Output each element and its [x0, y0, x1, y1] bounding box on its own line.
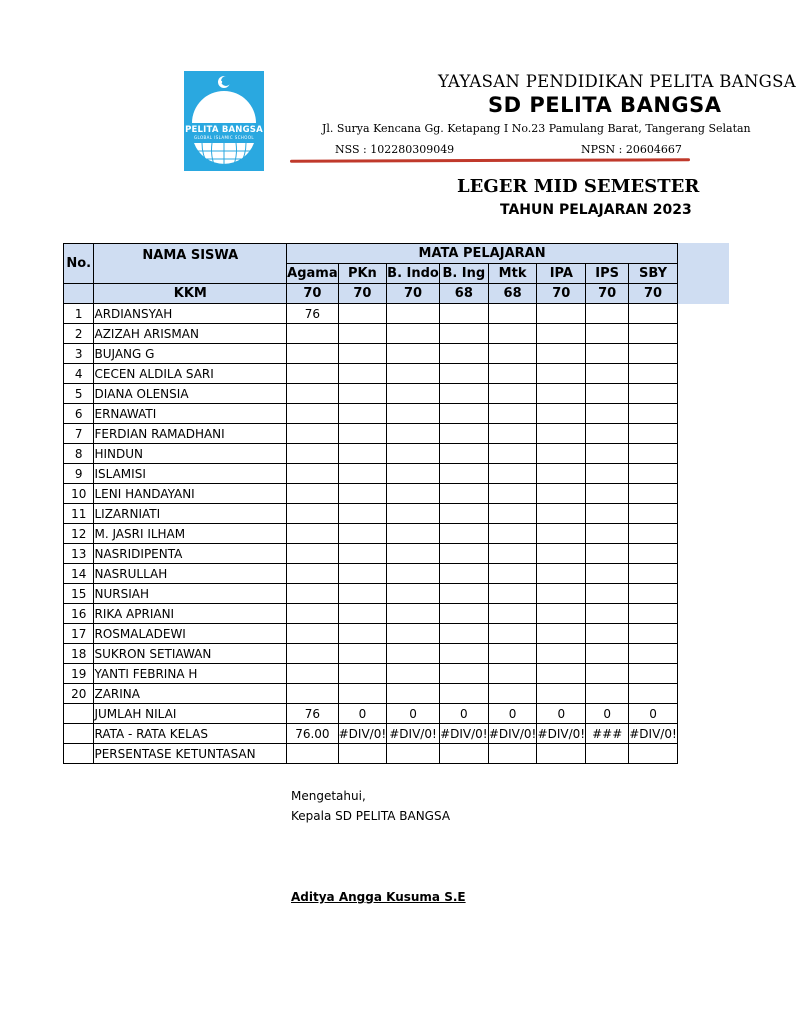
- score-cell[interactable]: [537, 584, 586, 604]
- subject-header: B. Indo: [387, 264, 440, 284]
- score-cell[interactable]: [488, 344, 537, 364]
- score-cell[interactable]: [488, 544, 537, 564]
- student-number: 9: [64, 464, 94, 484]
- score-cell[interactable]: [439, 524, 488, 544]
- summary-value: [488, 744, 537, 764]
- score-cell[interactable]: [488, 404, 537, 424]
- score-cell[interactable]: [287, 664, 338, 684]
- student-name: CECEN ALDILA SARI: [94, 364, 287, 384]
- score-cell[interactable]: [338, 324, 387, 344]
- kkm-value: 70: [287, 284, 338, 304]
- student-row: [64, 564, 678, 584]
- score-cell[interactable]: [488, 364, 537, 384]
- score-cell[interactable]: [537, 384, 586, 404]
- score-cell[interactable]: [537, 484, 586, 504]
- score-cell[interactable]: [629, 564, 678, 584]
- nss-number: NSS : 102280309049: [335, 143, 455, 156]
- student-number: 10: [64, 484, 94, 504]
- score-cell[interactable]: [287, 544, 338, 564]
- score-cell[interactable]: [537, 604, 586, 624]
- summary-empty-cell: [64, 704, 94, 724]
- score-cell[interactable]: [439, 344, 488, 364]
- score-cell[interactable]: [338, 484, 387, 504]
- score-cell[interactable]: [488, 464, 537, 484]
- summary-value: 76: [287, 704, 338, 724]
- score-cell[interactable]: [537, 304, 586, 324]
- score-cell[interactable]: [629, 664, 678, 684]
- score-cell[interactable]: [439, 664, 488, 684]
- score-cell[interactable]: [537, 564, 586, 584]
- summary-value: #DIV/0!: [537, 724, 586, 744]
- subject-header: B. Ing: [439, 264, 488, 284]
- summary-value: #DIV/0!: [439, 724, 488, 744]
- score-cell[interactable]: [439, 444, 488, 464]
- student-name: FERDIAN RAMADHANI: [94, 424, 287, 444]
- summary-label: PERSENTASE KETUNTASAN: [94, 744, 287, 764]
- score-cell[interactable]: [338, 684, 387, 704]
- student-row: [64, 404, 678, 424]
- score-cell[interactable]: [387, 484, 440, 504]
- score-cell[interactable]: [488, 504, 537, 524]
- student-name: M. JASRI ILHAM: [94, 524, 287, 544]
- score-cell[interactable]: [387, 684, 440, 704]
- score-cell[interactable]: [287, 604, 338, 624]
- score-cell[interactable]: [439, 684, 488, 704]
- score-cell[interactable]: [537, 664, 586, 684]
- score-cell[interactable]: [387, 364, 440, 384]
- score-cell[interactable]: [287, 424, 338, 444]
- score-cell[interactable]: [439, 584, 488, 604]
- student-row: [64, 484, 678, 504]
- score-cell[interactable]: [629, 624, 678, 644]
- summary-value: 0: [629, 704, 678, 724]
- score-cell[interactable]: [287, 644, 338, 664]
- student-name: ZARINA: [94, 684, 287, 704]
- student-name: ROSMALADEWI: [94, 624, 287, 644]
- score-cell[interactable]: [488, 304, 537, 324]
- summary-row: [64, 744, 678, 764]
- summary-value: #DIV/0!: [488, 724, 537, 744]
- student-number: 7: [64, 424, 94, 444]
- npsn-number: NPSN : 20604667: [581, 143, 682, 156]
- score-cell[interactable]: [287, 344, 338, 364]
- score-cell[interactable]: [537, 684, 586, 704]
- student-name: NASRIDIPENTA: [94, 544, 287, 564]
- student-name: ARDIANSYAH: [94, 304, 287, 324]
- score-cell[interactable]: [338, 464, 387, 484]
- student-name: AZIZAH ARISMAN: [94, 324, 287, 344]
- score-cell[interactable]: [586, 304, 629, 324]
- score-cell[interactable]: [488, 584, 537, 604]
- score-cell[interactable]: [629, 684, 678, 704]
- score-cell[interactable]: [629, 324, 678, 344]
- kkm-value: 70: [537, 284, 586, 304]
- score-cell[interactable]: [387, 344, 440, 364]
- score-cell[interactable]: [488, 324, 537, 344]
- student-row: [64, 524, 678, 544]
- acknowledgement-text: Mengetahui,: [291, 789, 366, 803]
- score-cell[interactable]: [287, 364, 338, 384]
- summary-value: [338, 744, 387, 764]
- kkm-no-cell: [64, 284, 94, 304]
- score-cell[interactable]: [387, 424, 440, 444]
- score-cell[interactable]: [387, 404, 440, 424]
- summary-value: 0: [586, 704, 629, 724]
- student-row: [64, 644, 678, 664]
- score-cell[interactable]: [586, 684, 629, 704]
- score-cell[interactable]: [629, 484, 678, 504]
- summary-value: 0: [439, 704, 488, 724]
- student-name: ISLAMISI: [94, 464, 287, 484]
- student-row: [64, 544, 678, 564]
- score-cell[interactable]: [338, 644, 387, 664]
- summary-value: 0: [537, 704, 586, 724]
- summary-value: [586, 744, 629, 764]
- score-cell[interactable]: [537, 324, 586, 344]
- student-row: [64, 664, 678, 684]
- score-cell[interactable]: [537, 464, 586, 484]
- student-number: 16: [64, 604, 94, 624]
- score-cell[interactable]: [537, 344, 586, 364]
- score-cell[interactable]: [586, 364, 629, 384]
- subject-header: IPS: [586, 264, 629, 284]
- score-cell[interactable]: [488, 564, 537, 584]
- score-cell[interactable]: [488, 524, 537, 544]
- student-number: 1: [64, 304, 94, 324]
- summary-label: JUMLAH NILAI: [94, 704, 287, 724]
- score-cell[interactable]: [629, 604, 678, 624]
- student-row: [64, 424, 678, 444]
- score-cell[interactable]: [629, 464, 678, 484]
- score-cell[interactable]: [287, 444, 338, 464]
- grade-ledger-table: [63, 243, 678, 764]
- score-cell[interactable]: [537, 444, 586, 464]
- score-cell[interactable]: [586, 564, 629, 584]
- summary-value: [287, 744, 338, 764]
- score-cell[interactable]: [586, 544, 629, 564]
- score-cell[interactable]: [387, 524, 440, 544]
- student-row: [64, 344, 678, 364]
- score-cell[interactable]: [537, 504, 586, 524]
- score-cell[interactable]: [586, 444, 629, 464]
- score-cell[interactable]: [439, 404, 488, 424]
- student-row: [64, 684, 678, 704]
- score-cell[interactable]: [387, 504, 440, 524]
- score-cell[interactable]: [488, 644, 537, 664]
- no-header: No.: [64, 244, 94, 284]
- student-row: [64, 324, 678, 344]
- score-cell[interactable]: [439, 424, 488, 444]
- student-number: 3: [64, 344, 94, 364]
- score-cell[interactable]: [387, 584, 440, 604]
- student-number: 2: [64, 324, 94, 344]
- score-cell[interactable]: [387, 324, 440, 344]
- subject-header: Mtk: [488, 264, 537, 284]
- signatory-name: Aditya Angga Kusuma S.E: [291, 890, 466, 904]
- score-cell[interactable]: [338, 624, 387, 644]
- score-cell[interactable]: [586, 524, 629, 544]
- student-row: [64, 504, 678, 524]
- score-cell[interactable]: [387, 564, 440, 584]
- score-cell[interactable]: [387, 664, 440, 684]
- document-title: LEGER MID SEMESTER: [457, 176, 700, 197]
- score-cell[interactable]: [387, 644, 440, 664]
- kkm-value: 70: [387, 284, 440, 304]
- score-cell[interactable]: [338, 344, 387, 364]
- summary-row: [64, 704, 678, 724]
- summary-value: ###: [586, 724, 629, 744]
- logo-text: PELITA BANGSA: [185, 125, 263, 135]
- score-cell[interactable]: [488, 484, 537, 504]
- score-cell[interactable]: [586, 584, 629, 604]
- student-row: [64, 364, 678, 384]
- score-cell[interactable]: [537, 404, 586, 424]
- foundation-name: YAYASAN PENDIDIKAN PELITA BANGSA: [438, 72, 796, 91]
- score-cell[interactable]: [629, 344, 678, 364]
- score-cell[interactable]: [537, 364, 586, 384]
- summary-value: [387, 744, 440, 764]
- header-fill-overflow: [678, 243, 729, 304]
- score-cell[interactable]: [586, 324, 629, 344]
- school-name: SD PELITA BANGSA: [488, 93, 722, 117]
- score-cell[interactable]: [586, 604, 629, 624]
- score-cell[interactable]: [439, 384, 488, 404]
- student-row: [64, 584, 678, 604]
- summary-value: 0: [338, 704, 387, 724]
- kkm-value: 70: [629, 284, 678, 304]
- score-cell[interactable]: [338, 544, 387, 564]
- score-cell[interactable]: [488, 684, 537, 704]
- score-cell[interactable]: [629, 304, 678, 324]
- score-cell[interactable]: [338, 564, 387, 584]
- score-cell[interactable]: [439, 464, 488, 484]
- score-cell[interactable]: [488, 624, 537, 644]
- score-cell[interactable]: [629, 504, 678, 524]
- score-cell[interactable]: [439, 644, 488, 664]
- student-row: [64, 604, 678, 624]
- kkm-label: KKM: [94, 284, 287, 304]
- summary-label: RATA - RATA KELAS: [94, 724, 287, 744]
- score-cell[interactable]: [488, 384, 537, 404]
- student-number: 19: [64, 664, 94, 684]
- score-cell[interactable]: [338, 584, 387, 604]
- summary-value: 0: [488, 704, 537, 724]
- score-cell[interactable]: [586, 664, 629, 684]
- student-number: 20: [64, 684, 94, 704]
- student-row: [64, 464, 678, 484]
- score-cell[interactable]: [287, 584, 338, 604]
- score-cell[interactable]: [488, 604, 537, 624]
- pelita-bangsa-logo-icon: [184, 71, 264, 171]
- student-name: HINDUN: [94, 444, 287, 464]
- score-cell[interactable]: [488, 424, 537, 444]
- score-cell[interactable]: [338, 384, 387, 404]
- score-cell[interactable]: [629, 384, 678, 404]
- score-cell[interactable]: [338, 504, 387, 524]
- summary-row: [64, 724, 678, 744]
- score-cell[interactable]: [586, 424, 629, 444]
- summary-value: 0: [387, 704, 440, 724]
- score-cell[interactable]: [387, 464, 440, 484]
- student-row: [64, 624, 678, 644]
- score-cell[interactable]: [629, 404, 678, 424]
- score-cell[interactable]: [537, 644, 586, 664]
- score-cell[interactable]: [537, 544, 586, 564]
- kkm-value: 70: [586, 284, 629, 304]
- summary-value: [537, 744, 586, 764]
- document-subtitle: TAHUN PELAJARAN 2023: [500, 202, 692, 218]
- score-cell[interactable]: [338, 404, 387, 424]
- student-number: 15: [64, 584, 94, 604]
- score-cell[interactable]: [387, 624, 440, 644]
- score-cell[interactable]: [287, 384, 338, 404]
- score-cell[interactable]: [287, 324, 338, 344]
- score-cell[interactable]: [488, 444, 537, 464]
- score-cell[interactable]: [586, 644, 629, 664]
- score-cell[interactable]: [629, 644, 678, 664]
- score-cell[interactable]: [439, 604, 488, 624]
- score-cell[interactable]: [537, 424, 586, 444]
- header-divider: [290, 158, 690, 162]
- student-number: 12: [64, 524, 94, 544]
- score-cell[interactable]: [387, 384, 440, 404]
- score-cell[interactable]: [287, 404, 338, 424]
- score-cell[interactable]: [338, 604, 387, 624]
- student-name: DIANA OLENSIA: [94, 384, 287, 404]
- score-cell[interactable]: [387, 304, 440, 324]
- score-cell[interactable]: 76: [287, 304, 338, 324]
- score-cell[interactable]: [439, 624, 488, 644]
- score-cell[interactable]: [586, 484, 629, 504]
- score-cell[interactable]: [439, 504, 488, 524]
- score-cell[interactable]: [387, 544, 440, 564]
- student-number: 17: [64, 624, 94, 644]
- score-cell[interactable]: [629, 524, 678, 544]
- kkm-value: 68: [439, 284, 488, 304]
- score-cell[interactable]: [629, 544, 678, 564]
- summary-value: #DIV/0!: [629, 724, 678, 744]
- score-cell[interactable]: [586, 504, 629, 524]
- subject-header: SBY: [629, 264, 678, 284]
- score-cell[interactable]: [439, 484, 488, 504]
- student-name: RIKA APRIANI: [94, 604, 287, 624]
- score-cell[interactable]: [439, 544, 488, 564]
- student-name: NURSIAH: [94, 584, 287, 604]
- name-header-label: NAMA SISWA: [142, 248, 239, 263]
- student-name: YANTI FEBRINA H: [94, 664, 287, 684]
- score-cell[interactable]: [439, 564, 488, 584]
- score-cell[interactable]: [287, 624, 338, 644]
- score-cell[interactable]: [586, 464, 629, 484]
- summary-empty-cell: [64, 744, 94, 764]
- score-cell[interactable]: [287, 464, 338, 484]
- student-number: 18: [64, 644, 94, 664]
- subject-header: Agama: [287, 264, 338, 284]
- kkm-value: 68: [488, 284, 537, 304]
- student-name: NASRULLAH: [94, 564, 287, 584]
- summary-value: 76.00: [287, 724, 338, 744]
- score-cell[interactable]: [586, 404, 629, 424]
- summary-value: [439, 744, 488, 764]
- student-name: LENI HANDAYANI: [94, 484, 287, 504]
- school-address: Jl. Surya Kencana Gg. Ketapang I No.23 Pamulang Barat, Tangerang Selatan: [322, 122, 751, 135]
- summary-value: #DIV/0!: [338, 724, 387, 744]
- score-cell[interactable]: [387, 604, 440, 624]
- student-number: 4: [64, 364, 94, 384]
- score-cell[interactable]: [338, 524, 387, 544]
- score-cell[interactable]: [387, 444, 440, 464]
- score-cell[interactable]: [338, 664, 387, 684]
- student-number: 14: [64, 564, 94, 584]
- score-cell[interactable]: [287, 564, 338, 584]
- score-cell[interactable]: [537, 524, 586, 544]
- score-cell[interactable]: [439, 364, 488, 384]
- score-cell[interactable]: [629, 364, 678, 384]
- student-row: [64, 304, 678, 324]
- score-cell[interactable]: [338, 444, 387, 464]
- score-cell[interactable]: [439, 304, 488, 324]
- student-number: 13: [64, 544, 94, 564]
- student-number: 11: [64, 504, 94, 524]
- score-cell[interactable]: [537, 624, 586, 644]
- student-row: [64, 384, 678, 404]
- summary-value: #DIV/0!: [387, 724, 440, 744]
- signatory-role: Kepala SD PELITA BANGSA: [291, 809, 451, 823]
- score-cell[interactable]: [338, 304, 387, 324]
- score-cell[interactable]: [287, 684, 338, 704]
- subject-header: PKn: [338, 264, 387, 284]
- score-cell[interactable]: [629, 584, 678, 604]
- score-cell[interactable]: [287, 484, 338, 504]
- score-cell[interactable]: [287, 504, 338, 524]
- student-name: LIZARNIATI: [94, 504, 287, 524]
- name-header: [94, 244, 287, 284]
- student-number: 6: [64, 404, 94, 424]
- subjects-header: MATA PELAJARAN: [287, 244, 678, 264]
- student-row: [64, 444, 678, 464]
- score-cell[interactable]: [629, 444, 678, 464]
- score-cell[interactable]: [338, 424, 387, 444]
- student-name: ERNAWATI: [94, 404, 287, 424]
- summary-empty-cell: [64, 724, 94, 744]
- score-cell[interactable]: [586, 344, 629, 364]
- score-cell[interactable]: [338, 364, 387, 384]
- student-number: 5: [64, 384, 94, 404]
- score-cell[interactable]: [287, 524, 338, 544]
- score-cell[interactable]: [488, 664, 537, 684]
- score-cell[interactable]: [629, 424, 678, 444]
- score-cell[interactable]: [586, 384, 629, 404]
- student-name: SUKRON SETIAWAN: [94, 644, 287, 664]
- kkm-value: 70: [338, 284, 387, 304]
- score-cell[interactable]: [586, 624, 629, 644]
- subject-header: IPA: [537, 264, 586, 284]
- student-number: 8: [64, 444, 94, 464]
- logo-subtext: GLOBAL ISLAMIC SCHOOL: [193, 135, 255, 140]
- summary-value: [629, 744, 678, 764]
- score-cell[interactable]: [439, 324, 488, 344]
- school-logo: [184, 71, 264, 171]
- student-name: BUJANG G: [94, 344, 287, 364]
